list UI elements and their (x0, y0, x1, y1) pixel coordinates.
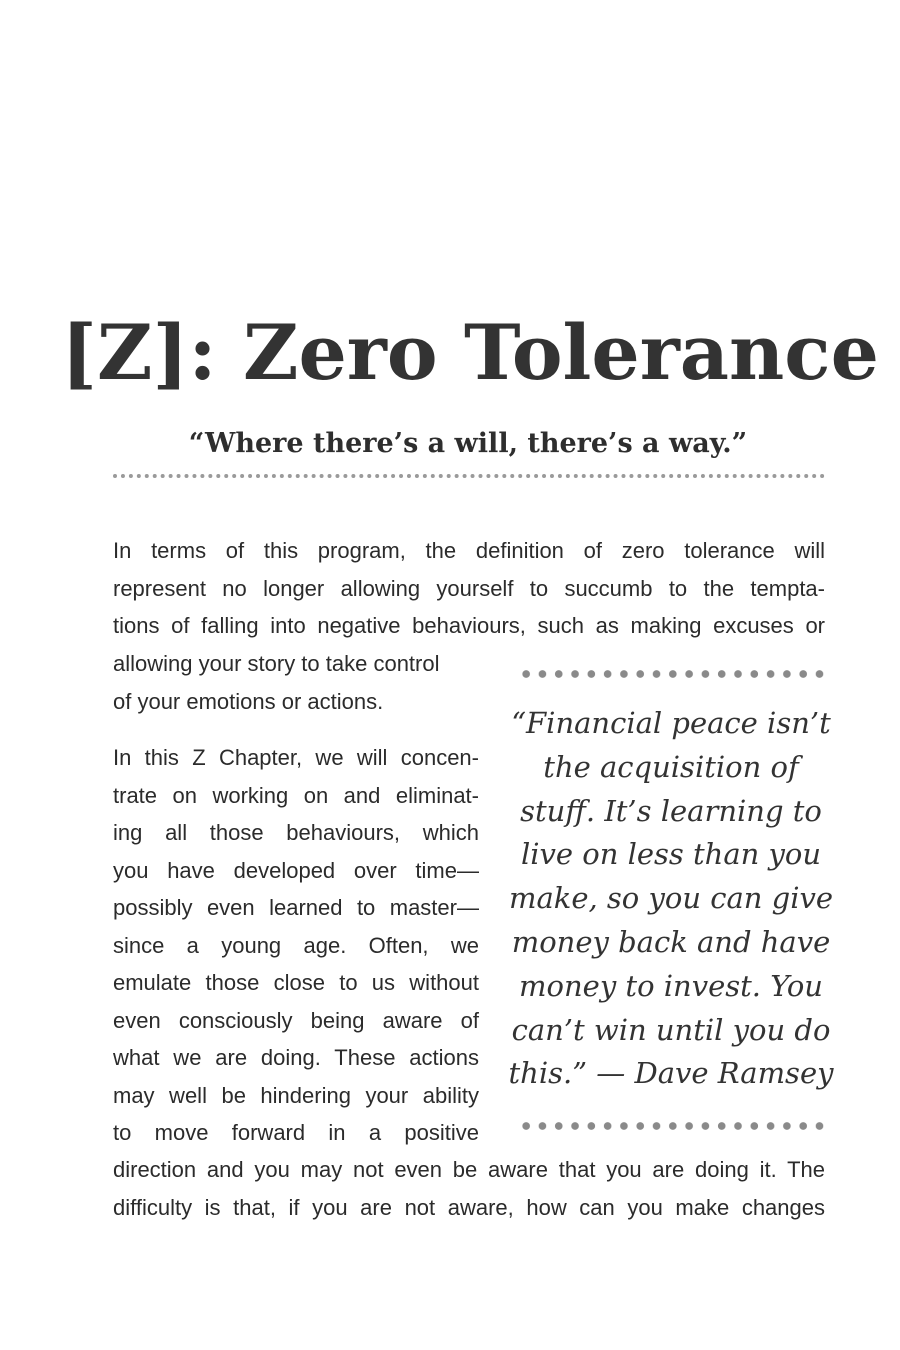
dotted-divider (113, 474, 825, 478)
text-line: even consciously being aware of (113, 1007, 479, 1033)
paragraph-2-full-width (113, 1151, 825, 1226)
pullquote-line: money back and have (511, 924, 831, 959)
pullquote-bottom-dotted-rule (518, 1121, 830, 1131)
text-line: In terms of this program, the definition of zero tolerance will (113, 538, 825, 563)
text-line: possibly even learned to master— (113, 895, 479, 920)
pullquote (508, 702, 834, 1096)
text-line: what we are doing. These actions (113, 1045, 479, 1070)
pullquote-line: the acquisition of (543, 749, 799, 784)
pullquote-top-dotted-rule (518, 669, 830, 679)
text-line: of your emotions or actions. (113, 688, 384, 714)
paragraph-2-narrow (113, 739, 479, 1152)
chapter-title: [Z]: Zero Tolerance (61, 308, 879, 397)
text-line: to move forward in a positive (113, 1120, 479, 1145)
text-line: difficulty is that, if you are not aware, how can you make changes (113, 1194, 825, 1220)
pullquote-line: “Financial peace isn’t (511, 706, 831, 740)
text-line: since a young age. Often, we (113, 932, 479, 958)
pullquote-line: this.” — Dave Ramsey (508, 1056, 834, 1091)
text-line: represent no longer allowing yourself to succumb to the tempta- (113, 575, 825, 601)
text-line: allowing your story to take control (113, 651, 440, 676)
paragraph-1-full-width (113, 532, 825, 645)
text-line: ing all those behaviours, which (113, 820, 479, 845)
text-line: direction and you may not even be aware that you are doing it. The (113, 1157, 825, 1182)
pullquote-line: live on less than you (520, 837, 822, 872)
text-line: may well be hindering your ability (113, 1082, 479, 1108)
pullquote-line: stuff. It’s learning to (520, 793, 822, 828)
text-line: trate on working on and eliminat- (113, 782, 479, 808)
paragraph-1-narrow (113, 645, 479, 720)
pullquote-line: can’t win until you do (511, 1012, 831, 1047)
chapter-epigraph: “Where there’s a will, there’s a way.” (188, 428, 748, 459)
text-line: In this Z Chapter, we will concen- (113, 745, 479, 770)
text-line: you have developed over time— (113, 857, 479, 883)
pullquote-line: make, so you can give (508, 881, 834, 916)
text-line: tions of falling into negative behaviours, such as making excuses or (113, 613, 825, 638)
pullquote-line: money to invest. You (519, 968, 823, 1003)
text-line: emulate those close to us without (113, 970, 479, 995)
